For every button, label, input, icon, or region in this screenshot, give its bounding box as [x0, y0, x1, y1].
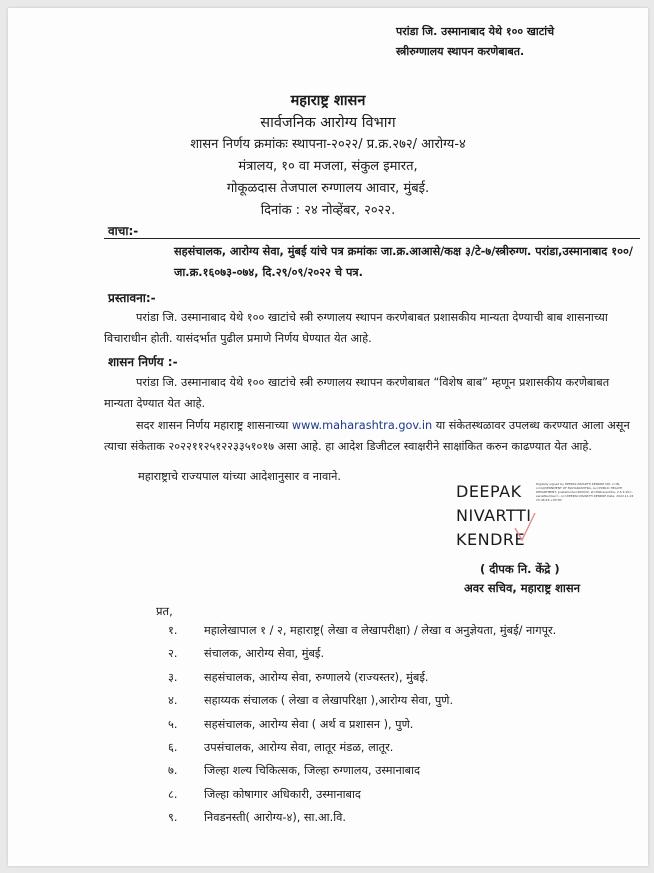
- prastavana-text: परांडा जि. उस्मानाबाद येथे १०० खाटांचे स्त्री रुग्णालय स्थापन करणेबाबत प्रशासकीय मान्यता देण्याची बाब शासनाच्या विचाराधीन होती. यासंदर्भात पुढील प्रमाणे निर्णय घेण्यात येत आहे.: [104, 311, 608, 345]
- header-date: दिनांक : २४ नोव्हेंबर, २०२२.: [260, 203, 396, 218]
- list-item: ३. सहसंचालक, आरोग्य सेवा, रुग्णालये (राज्यस्तर), मुंबई.: [168, 670, 429, 684]
- website-link[interactable]: www.maharashtra.gov.in: [291, 419, 433, 432]
- header-government: महाराष्ट्र शासन: [290, 93, 366, 109]
- list-item: ९. निवडनस्ती( आरोग्य-४), सा.आ.वि.: [168, 811, 346, 825]
- signer-name: ( दीपक नि. केंद्रे ): [480, 562, 560, 576]
- header-gr-number: शासन निर्णय क्रमांकः स्थापना-२०२२/ प्र.क्र.२७२/ आरोग्य-४: [190, 137, 466, 152]
- signature-name-line-1: DEEPAK: [456, 482, 522, 501]
- nirnay-paragraph-3: महाराष्ट्राचे राज्यपाल यांच्या आदेशानुसार व नावाने.: [138, 470, 342, 483]
- subject-block: [396, 22, 554, 62]
- signer-designation: अवर सचिव, महाराष्ट्र शासन: [464, 581, 581, 595]
- list-item: १. महालेखापाल १ / २, महाराष्ट्र( लेखा व लेखापरीक्षा) / लेखा व अनुज्ञेयता, मुंबई/ नागपूर.: [168, 624, 557, 637]
- header-department: सार्वजनिक आरोग्य विभाग: [260, 115, 396, 131]
- subject-line-1: परांडा जि. उस्मानाबाद येथे १०० खाटांचे: [396, 25, 555, 38]
- nirnay-paragraph-2: [104, 415, 636, 457]
- signature-name-line-2: NIVARTTI: [456, 506, 532, 525]
- list-item: ८. जिल्हा कोषागार अधिकारी, उस्मानाबाद: [168, 787, 361, 801]
- list-item: ५. सहसंचालक, आरोग्य सेवा ( अर्थ व प्रशासन ), पुणे.: [168, 717, 414, 731]
- vacha-reference: सहसंचालक, आरोग्य सेवा, मुंबई यांचे पत्र क्रमांकः जा.क्र.आआसे/कक्ष ३/टे-७/स्त्रीरुग्ण. परांडा,उस्मानाबाद १००/जा.क्र.१६०७३-०७४, दि.२९/०९/२०२२ चे पत्र.: [174, 245, 633, 279]
- list-item: २. संचालक, आरोग्य सेवा, मुंबई.: [168, 647, 325, 661]
- list-item: ७. जिल्हा शल्य चिकित्सक, जिल्हा रुग्णालय, उस्मानाबाद: [168, 764, 421, 778]
- signature-tick-icon: [513, 510, 537, 544]
- nirnay-paragraph-2-start: सदर शासन निर्णय महाराष्ट्र शासनाच्या: [136, 419, 292, 432]
- header-address-2: गोकूळदास तेजपाल रुग्णालय आवार, मुंबई.: [226, 181, 430, 196]
- prastavana-label: प्रस्तावना:-: [108, 291, 156, 305]
- distribution-list: [168, 619, 556, 830]
- list-item: ४. सहाय्यक संचालक ( लेखा व लेखापरिक्षा ),आरोग्य सेवा, पुणे.: [168, 694, 454, 708]
- header-address-1: मंत्रालय, १० वा मजला, संकुल इमारत,: [238, 159, 418, 174]
- document-page: [8, 8, 648, 866]
- nirnay-label: शासन निर्णय :-: [108, 355, 178, 369]
- list-item: ६. उपसंचालक, आरोग्य सेवा, लातूर मंडळ, लातूर.: [168, 740, 394, 754]
- distribution-label: प्रत,: [156, 604, 173, 618]
- signature-name-line-3: KENDRE: [456, 530, 526, 549]
- divider-line: [104, 238, 640, 239]
- digital-signature-details: Digitally signed by DEEPAK NIVARTTI KENDRE DN: c=IN, o=GOVERNMENT OF MAHARASHTRA, ou=PUBLIC HEALTH DEPARTMENT, postalCode=400032, st=Maharashtra, 2.5.4.20=, serialNumber=, cn=DEEPAK NIVARTTI KENDRE Date: 2022.11.24 15:46:26 +05'30': [536, 482, 634, 502]
- subject-line-2: स्त्रीरुग्णालय स्थापन करणेबाबत.: [396, 45, 525, 58]
- nirnay-paragraph-1: परांडा जि. उस्मानाबाद येथे १०० खाटांचे स्त्री रुग्णालय स्थापन करणेबाबत “विशेष बाब” म्हणून प्रशासकीय करणेबाबत मान्यता देण्यात येत आहे.: [104, 376, 610, 410]
- vacha-label: वाचा:-: [108, 224, 139, 238]
- nirnay-paragraph-2-end: या संकेतस्थळावर उपलब्ध करण्यात आला असून त्याचा संकेताक २०२२११२५१२२३३५१०१७ असा आहे. हा आदेश डिजीटल स्वाक्षरीने साक्षांकित करुन काढण्यात येत आहे.: [104, 419, 630, 453]
